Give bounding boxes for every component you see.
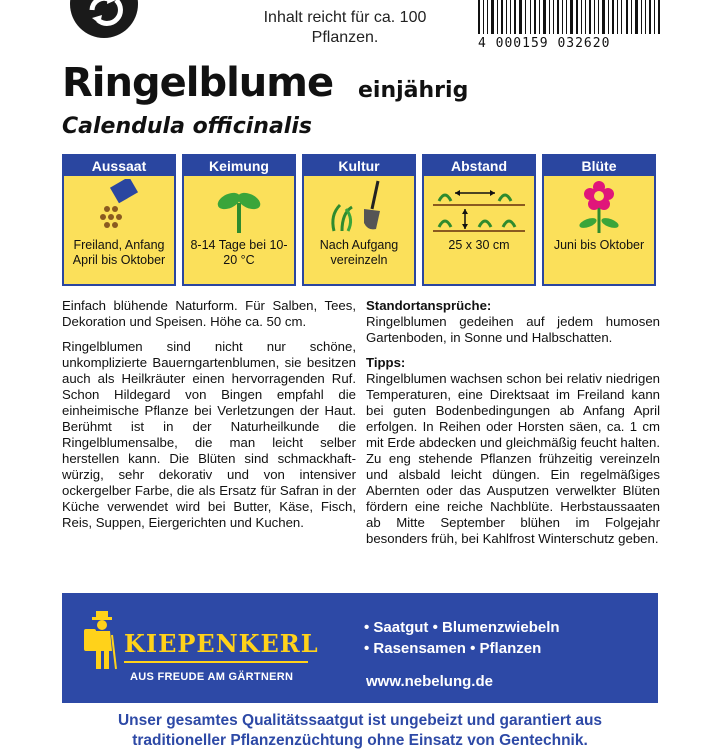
barcode-bar <box>602 0 605 34</box>
yield-note: Inhalt reicht für ca. 100 Pflanzen. <box>263 9 427 46</box>
card-title: Kultur <box>304 156 414 176</box>
barcode-bar <box>581 0 582 34</box>
brand-offerings <box>364 617 560 659</box>
card-text: Juni bis Oktober <box>553 238 645 252</box>
barcode-bar <box>506 0 507 34</box>
barcode-bar <box>497 0 498 34</box>
barcode-bar <box>501 0 503 34</box>
seed-packet-icon <box>64 176 174 238</box>
card-text: Freiland, Anfang April bis Oktober <box>72 238 166 267</box>
card-title: Aussaat <box>64 156 174 176</box>
card-text: 25 x 30 cm <box>448 238 510 252</box>
barcode-bar <box>612 0 614 34</box>
barcode-bar <box>576 0 578 34</box>
seedling-icon <box>184 176 294 238</box>
brand-name: KIEPENKERL <box>124 629 319 658</box>
barcode-bar <box>649 0 651 34</box>
barcode-bar <box>621 0 622 34</box>
brand-divider <box>124 661 308 663</box>
flower-icon <box>544 176 654 238</box>
barcode-bar <box>530 0 531 34</box>
barcode-bar <box>598 0 599 34</box>
kiepenkerl-figure-logo <box>82 611 118 671</box>
barcode-bar <box>617 0 618 34</box>
barcode-bar <box>654 0 655 34</box>
barcode-bar <box>549 0 550 34</box>
barcode-bar <box>585 0 586 34</box>
barcode-bar <box>562 0 563 34</box>
footer-line: Unser gesamtes Qualitätssaatgut ist ungebeizt und garantiert aus <box>117 712 603 729</box>
barcode-bar <box>626 0 628 34</box>
card-aussaat <box>62 154 176 286</box>
card-text: Nach Aufgang vereinzeln <box>319 238 399 267</box>
barcode-bar <box>635 0 638 34</box>
barcode-bar <box>491 0 494 34</box>
barcode-bar <box>543 0 546 34</box>
location-heading: Standortansprüche: <box>366 298 492 313</box>
barcode-bar <box>514 0 516 34</box>
recycling-logo <box>62 0 146 46</box>
barcode-bar <box>608 0 609 34</box>
product-name: Ringelblume <box>62 60 334 106</box>
barcode-bar <box>566 0 567 34</box>
latin-name: Calendula officinalis <box>62 114 312 139</box>
footer-line: traditioneller Pflanzenzüchtung ohne Einsatz von Gentechnik. <box>132 732 588 749</box>
care-column <box>366 298 660 556</box>
card-keimung <box>182 154 296 286</box>
barcode-bar <box>534 0 536 34</box>
product-lifecycle: einjährig <box>358 78 469 103</box>
barcode-bar <box>641 0 642 34</box>
barcode-bar <box>553 0 554 34</box>
description-column <box>62 298 356 540</box>
spacing-icon <box>424 176 534 238</box>
brand-tagline: AUS FREUDE AM GÄRTNERN <box>130 671 294 683</box>
barcode-bar <box>487 0 488 34</box>
card-text: 8-14 Tage bei 10-20 °C <box>190 238 288 267</box>
website-link[interactable]: www.nebelung.de <box>366 673 493 690</box>
card-title: Keimung <box>184 156 294 176</box>
footer-note <box>62 711 658 750</box>
barcode-bar <box>478 0 480 34</box>
card-kultur <box>302 154 416 286</box>
tips-heading: Tipps: <box>366 355 406 370</box>
intro-text: Einfach blühende Naturform. Für Salben, Tees, Dekoration und Speisen. Höhe ca. 50 cm. <box>62 298 356 329</box>
barcode-bar <box>589 0 591 34</box>
card-title: Blüte <box>544 156 654 176</box>
barcode-bar <box>519 0 522 34</box>
tips-text: Ringelblumen wachsen schon bei relativ niedrigen Temperaturen, eine Direktsaat im Freiland kann bei guten Bodenbedingungen ab Anfang April erfolgen. In Reihen oder Horsten säen, ca. 1 cm mit Erde abdecken und gleichmäßig feucht halten. Zu eng stehende Pflanzen frühzeitig vereinzeln und alsbald leicht düngen. Ein regelmäßiges Abernten oder das Ausputzen verwelkter Blüten fördern eine reiche Nachblüte. Herbstaussaaten ab Mitte September blühen im Folgejahr besonders früh, bei Kahlfrost Winterschutz geben. <box>366 371 660 546</box>
barcode-bar <box>525 0 526 34</box>
offering-line: • Rasensamen • Pflanzen <box>364 640 542 657</box>
barcode-bar <box>631 0 632 34</box>
barcode-bar <box>658 0 660 34</box>
card-abstand <box>422 154 536 286</box>
barcode-bar <box>557 0 559 34</box>
brand-banner <box>62 593 658 703</box>
barcode-bar <box>483 0 484 34</box>
barcode-bar <box>510 0 511 34</box>
barcode-bar <box>570 0 573 34</box>
body-text: Ringelblumen sind nicht nur schöne, unkomplizierte Bauerngartenblumen, sie besitzen auch als Heilkräuter einen hervorragenden Ruf. Schon Hildegard von Bingen empfahl die einheimische Pflanze bei Verletzungen der Haut. Berühmt ist in der Naturheilkunde die Ringelblumensalbe, die man leicht selber herstellen kann. Die Blüten sind schmackhaft-würzig, sehr dekorativ und von intensiver ockergelber Farbe, die als Ersatz für Safran in der Küche verwendet wird bei Butter, Käse, Fisch, Reis, Suppen, Eiergerichten und Kuchen. <box>62 339 356 530</box>
barcode-bar <box>594 0 595 34</box>
card-title: Abstand <box>424 156 534 176</box>
location-text: Ringelblumen gedeihen auf jedem humosen Gartenboden, in Sonne und Halbschatten. <box>366 314 660 345</box>
barcode-bar <box>645 0 646 34</box>
card-bluete <box>542 154 656 286</box>
trowel-icon <box>304 176 414 238</box>
barcode <box>474 0 664 58</box>
offering-line: • Saatgut • Blumenzwiebeln <box>364 619 560 636</box>
barcode-number: 4 000159 032620 <box>478 36 611 51</box>
barcode-bars <box>474 0 664 34</box>
barcode-bar <box>539 0 540 34</box>
